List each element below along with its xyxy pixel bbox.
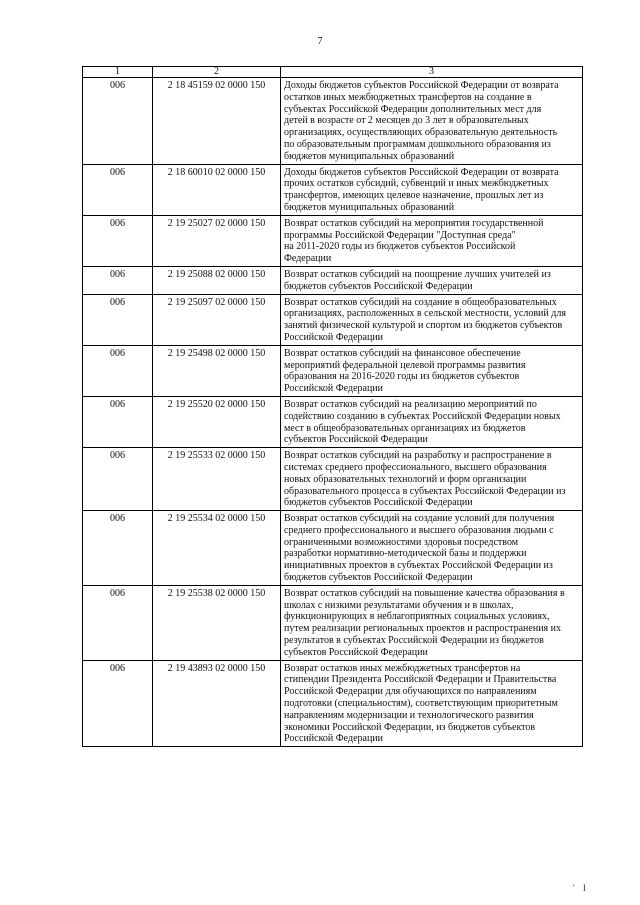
table-body [83, 78, 583, 747]
table-row [83, 448, 583, 511]
description-line: направлениям модернизации и технологического развития [284, 709, 534, 721]
description-line: детей в возрасте от 2 месяцев до 3 лет в образовательных [284, 115, 529, 127]
description-line: субъектов Российской Федерации [284, 434, 428, 446]
description-line: подготовки (специальностям), соответствующим приоритетным [284, 698, 558, 710]
description-line: мест в общеобразовательных организациях из бюджетов [284, 422, 526, 434]
description-line: Российской Федерации для обучающихся по направлениям [284, 686, 537, 698]
admin-code-cell: 006 [83, 448, 153, 511]
description-line: Возврат остатков субсидий на разработку и распространение в [284, 450, 552, 462]
description-line: Возврат остатков субсидий на создание условий для получения [284, 513, 555, 525]
description-cell [281, 511, 583, 586]
description-line: школах с низкими результатами обучения и в школах, [284, 599, 514, 611]
description-line: прочих остатков субсидий, субвенций и иных межбюджетных [284, 178, 549, 190]
description-line: Возврат остатков субсидий на повышение качества образования в [284, 587, 565, 599]
budget-code-cell: 2 19 25498 02 0000 150 [153, 345, 281, 396]
description-line: образования на 2016-2020 годы из бюджетов субъектов [284, 371, 520, 383]
description-line: бюджетов муниципальных образований [284, 150, 455, 162]
description-line: Возврат остатков субсидий на создание в общеобразовательных [284, 296, 557, 308]
description-line: Федерации [284, 253, 332, 265]
description-line: бюджетов субъектов Российской Федерации [284, 572, 473, 584]
budget-code-cell: 2 19 25520 02 0000 150 [153, 396, 281, 447]
description-line: занятий физической культурой и спортом из бюджетов субъектов [284, 320, 563, 332]
footer-mark: ' I [573, 883, 589, 893]
admin-code-cell: 006 [83, 585, 153, 660]
description-line: стипендии Президента Российской Федерации и Правительства [284, 674, 557, 686]
description-line: Возврат остатков субсидий на поощрение лучших учителей из [284, 268, 551, 280]
description-cell [281, 448, 583, 511]
description-cell [281, 396, 583, 447]
admin-code-cell: 006 [83, 511, 153, 586]
table-header-row [83, 67, 583, 78]
description-line: Российской Федерации [284, 331, 384, 343]
description-line: инициативных проектов в субъектах Российской Федерации из [284, 560, 553, 572]
description-cell [281, 660, 583, 747]
budget-code-cell: 2 19 25534 02 0000 150 [153, 511, 281, 586]
admin-code-cell: 006 [83, 78, 153, 165]
budget-code-cell: 2 19 25533 02 0000 150 [153, 448, 281, 511]
admin-code-cell: 006 [83, 345, 153, 396]
description-line: Возврат остатков субсидий на финансовое обеспечение [284, 347, 521, 359]
description-line: образовательного процесса в субъектах Российской Федерации из [284, 485, 566, 497]
description-cell [281, 78, 583, 165]
description-cell [281, 345, 583, 396]
budget-code-cell: 2 19 25538 02 0000 150 [153, 585, 281, 660]
description-cell [281, 294, 583, 345]
description-line: бюджетов субъектов Российской Федерации [284, 280, 473, 292]
description-line: разработки нормативно-методической базы и поддержки [284, 548, 527, 560]
header-col-1: 1 [83, 67, 153, 78]
description-line: на 2011-2020 годы из бюджетов субъектов Российской [284, 241, 516, 253]
description-line: ограниченными возможностями здоровья посредством [284, 536, 519, 548]
description-line: трансфертов, имеющих целевое назначение, прошлых лет из [284, 190, 544, 202]
description-line: организациях, расположенных в сельской местности, условий для [284, 308, 566, 320]
description-line: по образовательным программам дошкольного образования из [284, 138, 551, 150]
description-line: новых образовательных технологий и форм организации [284, 473, 527, 485]
description-line: организациях, осуществляющих образовательную деятельность [284, 127, 558, 139]
budget-code-cell: 2 18 45159 02 0000 150 [153, 78, 281, 165]
table-row [83, 294, 583, 345]
description-line: содействию созданию в субъектах Российской Федерации новых [284, 410, 561, 422]
table-row [83, 345, 583, 396]
table-row [83, 396, 583, 447]
budget-code-cell: 2 19 25027 02 0000 150 [153, 215, 281, 266]
description-cell [281, 215, 583, 266]
description-line: программы Российской Федерации "Доступная среда" [284, 229, 516, 241]
description-line: Доходы бюджетов субъектов Российской Федерации от возврата [284, 80, 559, 91]
description-line: субъектах Российской Федерации дополнительных мест для [284, 103, 542, 115]
budget-code-cell: 2 18 60010 02 0000 150 [153, 164, 281, 215]
description-line: Российской Федерации [284, 383, 384, 395]
description-line: Российской Федерации [284, 733, 384, 745]
budget-code-cell: 2 19 25088 02 0000 150 [153, 266, 281, 294]
description-line: Возврат остатков иных межбюджетных трансфертов на [284, 662, 521, 674]
description-line: Возврат остатков субсидий на реализацию мероприятий по [284, 398, 537, 410]
description-cell [281, 266, 583, 294]
table-row [83, 215, 583, 266]
header-col-2: 2 [153, 67, 281, 78]
table-row [83, 266, 583, 294]
page-number: 7 [317, 36, 323, 47]
admin-code-cell: 006 [83, 396, 153, 447]
budget-code-cell: 2 19 43893 02 0000 150 [153, 660, 281, 747]
admin-code-cell: 006 [83, 164, 153, 215]
description-line: Доходы бюджетов субъектов Российской Федерации от возврата [284, 166, 559, 178]
admin-code-cell: 006 [83, 660, 153, 747]
description-cell [281, 585, 583, 660]
table-row [83, 660, 583, 747]
table-row [83, 164, 583, 215]
description-line: среднего профессионального и высшего образования людьми с [284, 524, 554, 536]
description-line: Возврат остатков субсидий на мероприятия государственной [284, 217, 544, 229]
description-line: остатков иных межбюджетных трансфертов на создание в [284, 91, 532, 103]
table-row [83, 78, 583, 165]
admin-code-cell: 006 [83, 294, 153, 345]
description-line: мероприятий федеральной целевой программы развития [284, 359, 526, 371]
description-line: бюджетов муниципальных образований [284, 201, 455, 213]
description-line: функционирующих в неблагоприятных социальных условиях, [284, 611, 550, 623]
header-col-3: 3 [281, 67, 583, 78]
description-line: результатов в субъектах Российской Федерации из бюджетов [284, 635, 544, 647]
table-row [83, 585, 583, 660]
description-line: экономики Российской Федерации, из бюджетов субъектов [284, 721, 536, 733]
budget-code-cell: 2 19 25097 02 0000 150 [153, 294, 281, 345]
table-row [83, 511, 583, 586]
description-cell [281, 164, 583, 215]
admin-code-cell: 006 [83, 215, 153, 266]
revenue-codes-table [82, 66, 583, 747]
description-line: системах среднего профессионального, высшего образования [284, 461, 547, 473]
admin-code-cell: 006 [83, 266, 153, 294]
description-line: субъектов Российской Федерации [284, 646, 428, 658]
description-line: путем реализации региональных проектов и распространения их [284, 623, 561, 635]
description-line: бюджетов субъектов Российской Федерации [284, 497, 473, 509]
